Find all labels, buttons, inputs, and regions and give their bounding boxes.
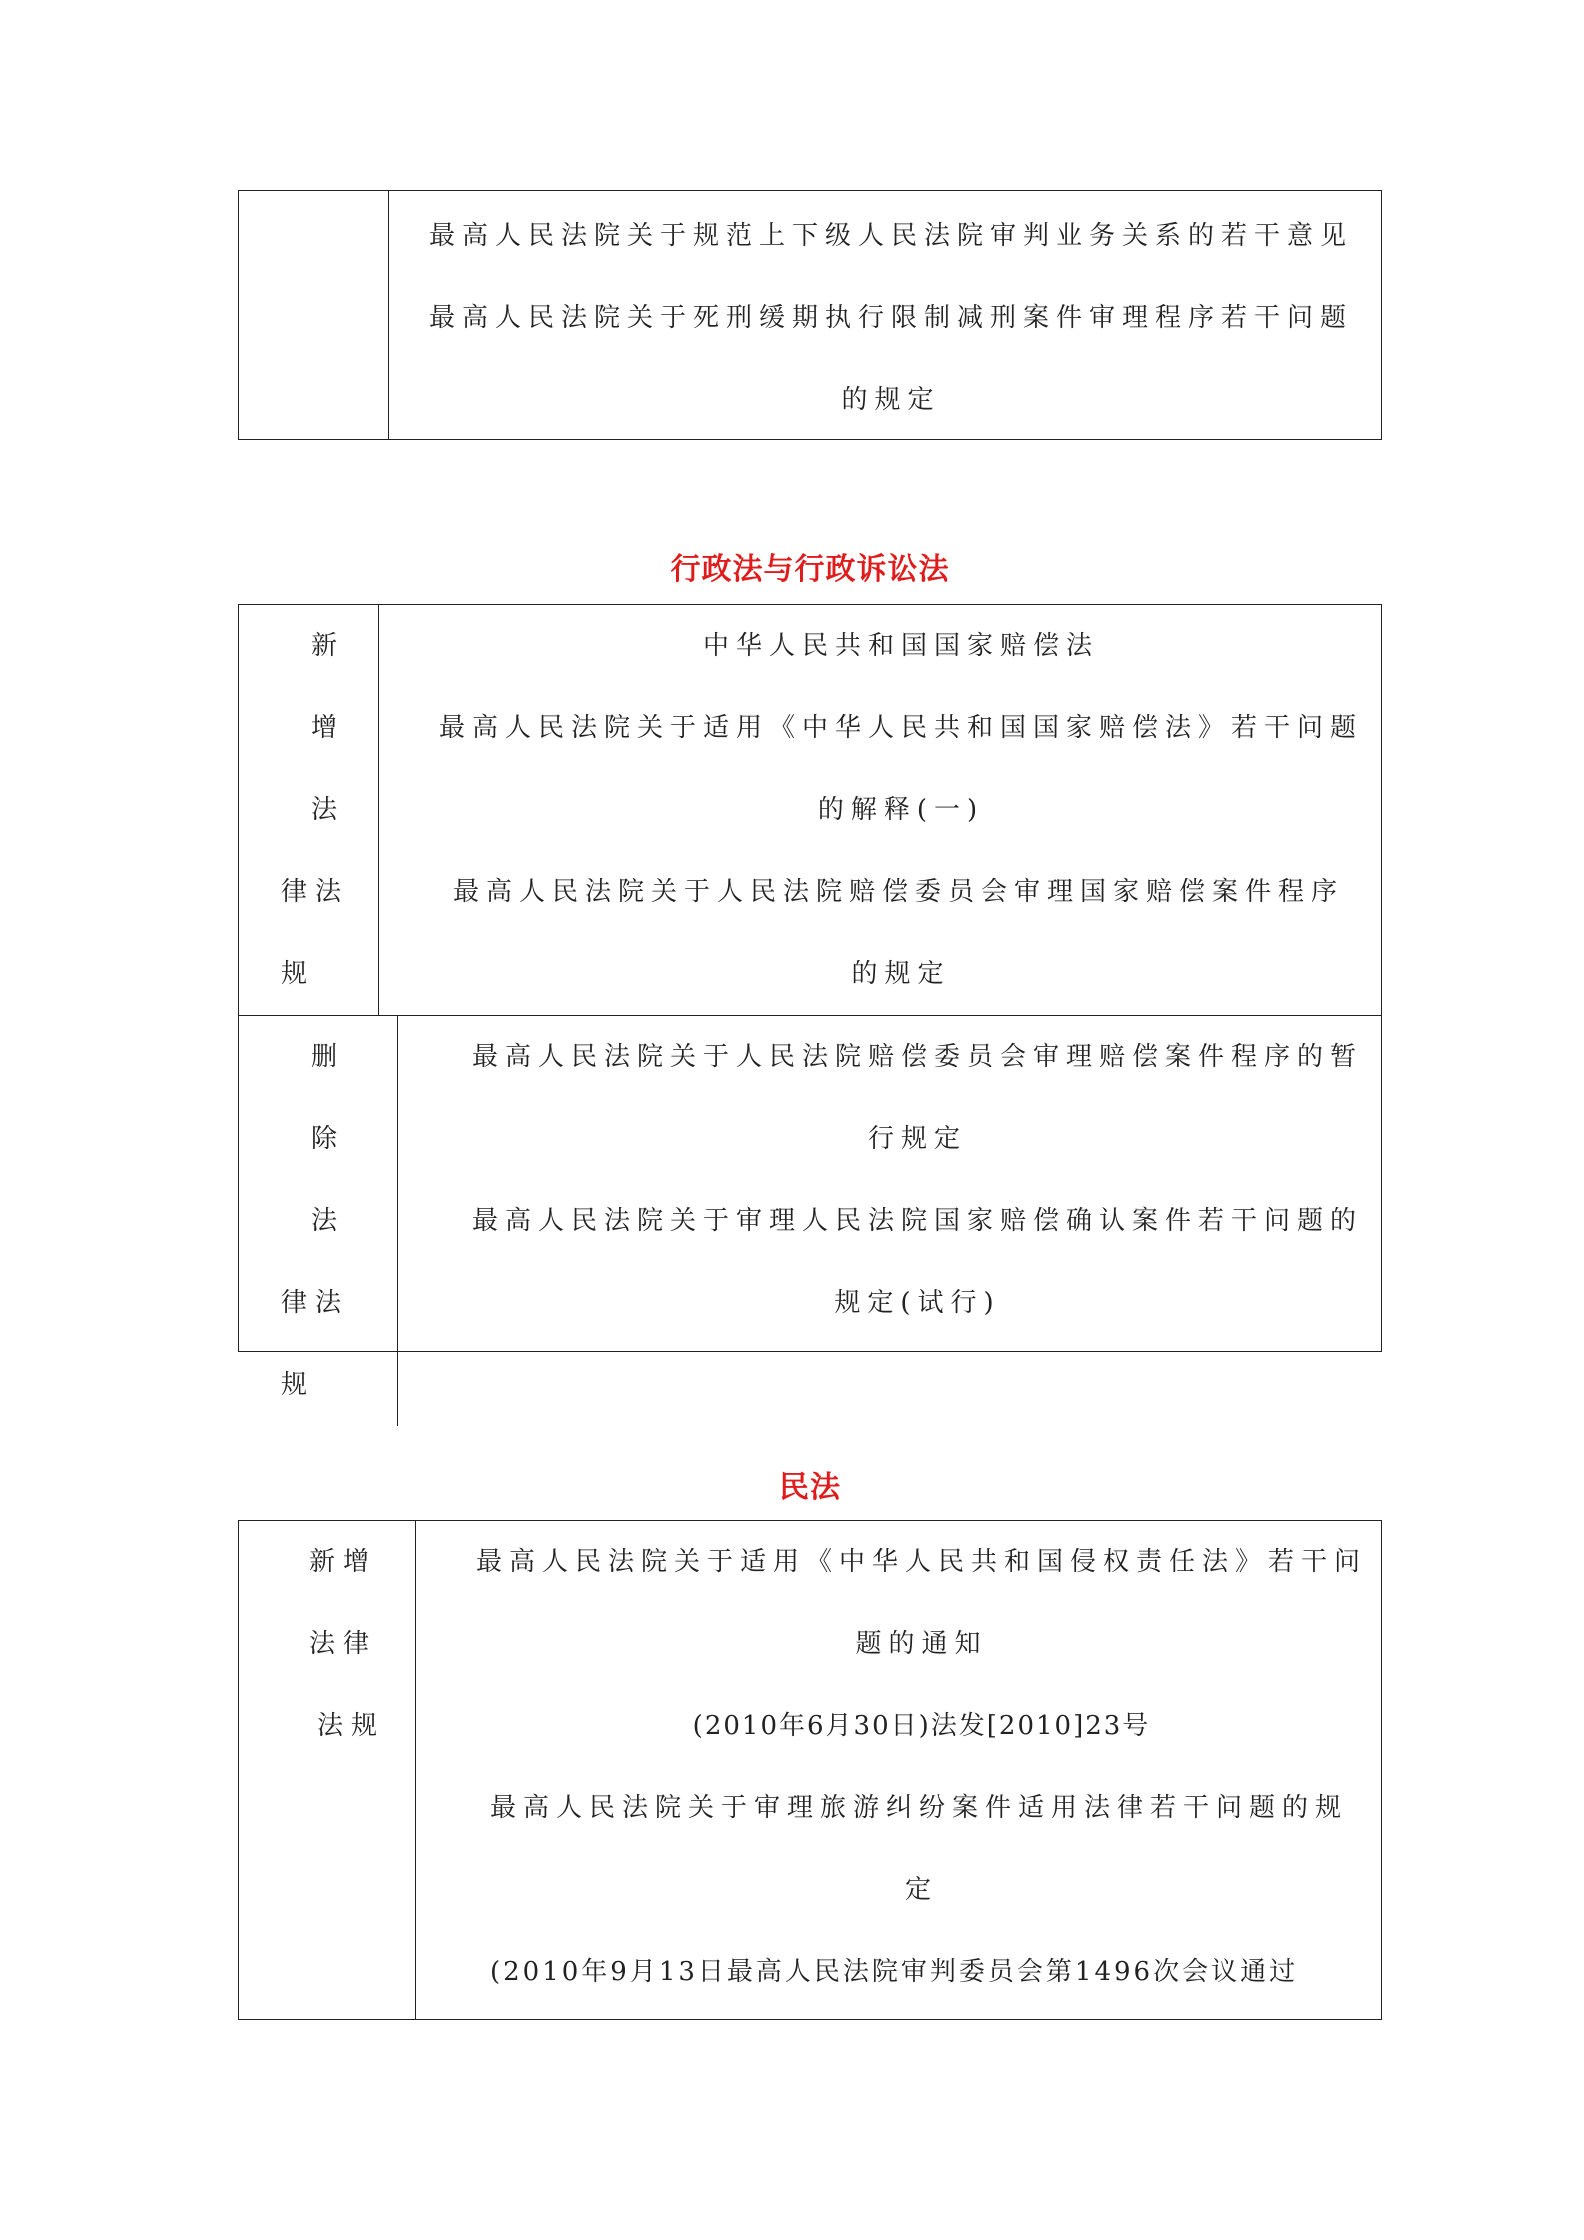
section-title-administrative-law: 行政法与行政诉讼法	[670, 552, 950, 587]
law-title-line: 的规定	[851, 959, 951, 989]
row-content-cell	[379, 605, 1381, 1015]
law-date-line: (2010年9月13日最高人民法院审判委员会第1496次会议通过	[489, 1957, 1299, 1987]
table-row-removed-laws	[239, 1015, 1381, 1426]
row-label-cell	[239, 605, 379, 1015]
row-label-line: 新增法	[311, 631, 346, 825]
row-label-line: 新增法律	[309, 1547, 378, 1659]
row-label-cell	[239, 1521, 416, 2019]
law-title-line: 最高人民法院关于人民法院赔偿委员会审理国家赔偿案件程序	[452, 877, 1344, 907]
law-date-line: (2010年6月30日)法发[2010]23号	[692, 1711, 1151, 1741]
row-label-line: 删除法	[311, 1042, 346, 1236]
law-title-line: 最高人民法院关于适用《中华人民共和国侵权责任法》若干问	[475, 1547, 1367, 1577]
row-label-cell	[239, 1016, 398, 1426]
law-title-line: 行规定	[867, 1124, 967, 1154]
table-row-added-laws	[239, 605, 1381, 1015]
law-title-line: 最高人民法院关于规范上下级人民法院审判业务关系的若干意见	[428, 221, 1353, 251]
criminal-law-table-continued	[238, 190, 1382, 440]
row-label-line: 法规	[317, 1711, 386, 1741]
law-title-line: 的规定	[841, 385, 941, 415]
row-content-cell	[398, 1016, 1381, 1426]
administrative-law-table	[238, 604, 1382, 1400]
row-label-cell	[239, 191, 389, 439]
law-title-line: 最高人民法院关于适用《中华人民共和国国家赔偿法》若干问题	[438, 713, 1363, 743]
law-title-line: 最高人民法院关于死刑缓期执行限制减刑案件审理程序若干问题	[428, 303, 1353, 333]
table-row-added-laws	[239, 1521, 1381, 2019]
law-title-line: 最高人民法院关于审理人民法院国家赔偿确认案件若干问题的	[471, 1206, 1363, 1236]
row-label-line: 律法规	[281, 877, 350, 989]
law-title-line: 最高人民法院关于人民法院赔偿委员会审理赔偿案件程序的暂	[471, 1042, 1363, 1072]
table-row	[239, 191, 1381, 439]
law-title-line: 的解释(一)	[817, 795, 985, 825]
law-title-line: 最高人民法院关于审理旅游纠纷案件适用法律若干问题的规	[489, 1793, 1348, 1823]
law-title-line: 规定(试行)	[834, 1288, 1001, 1318]
row-content-cell	[389, 191, 1381, 439]
row-content-cell	[416, 1521, 1381, 2019]
law-title-line: 中华人民共和国国家赔偿法	[702, 631, 1099, 661]
law-title-line: 题的通知	[855, 1629, 988, 1659]
section-title-civil-law: 民法	[779, 1470, 841, 1505]
law-title-line: 定	[904, 1875, 938, 1905]
civil-law-table	[238, 1520, 1382, 2020]
row-label-line: 律法规	[281, 1288, 350, 1400]
